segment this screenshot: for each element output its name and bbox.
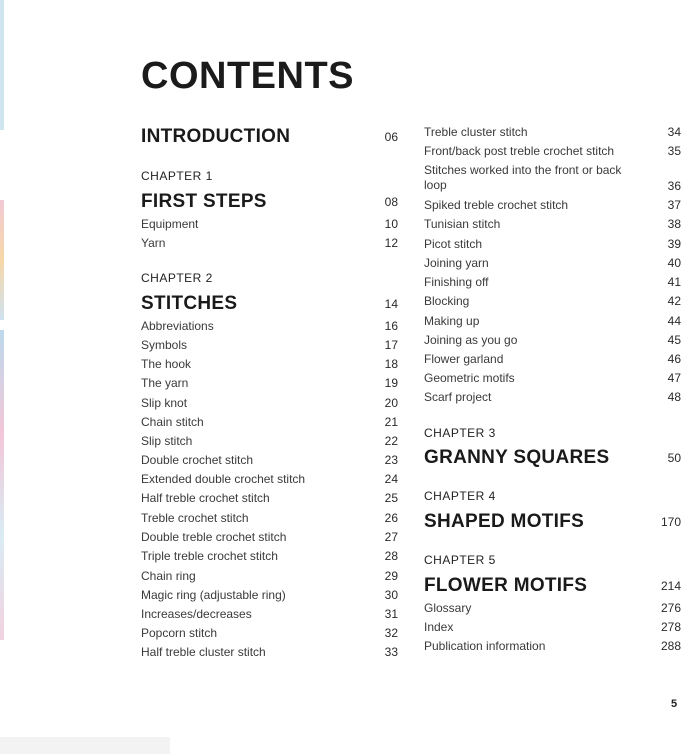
- toc-entry[interactable]: [424, 291, 681, 310]
- toc-entry-label: Equipment: [141, 216, 199, 231]
- toc-entry-page: 32: [384, 625, 398, 640]
- toc-entry-label: Index: [424, 619, 454, 634]
- toc-entry-label: Slip knot: [141, 395, 188, 410]
- toc-entry-page: 278: [660, 619, 681, 634]
- toc-entry-label: Popcorn stitch: [141, 625, 218, 640]
- toc-entry-label: Joining as you go: [424, 332, 518, 347]
- toc-entry-page: 40: [667, 255, 681, 270]
- chapter-1-title: FIRST STEPS: [141, 191, 267, 212]
- chapter-3-label: CHAPTER 3: [424, 426, 496, 440]
- toc-entry-page: 20: [384, 395, 398, 410]
- toc-entry-label: Making up: [424, 313, 480, 328]
- toc-entry[interactable]: [424, 195, 681, 214]
- toc-entry-page: 18: [384, 356, 398, 371]
- toc-entry-page: 34: [667, 124, 681, 139]
- toc-entry-page: 26: [384, 510, 398, 525]
- chapter-5-label: CHAPTER 5: [424, 553, 496, 567]
- chapter-4-page: 170: [660, 515, 681, 529]
- toc-entry[interactable]: [141, 373, 398, 392]
- toc-entry[interactable]: [141, 642, 398, 661]
- toc-entry-label: Scarf project: [424, 389, 492, 404]
- toc-entry-label: Extended double crochet stitch: [141, 471, 306, 486]
- toc-entry[interactable]: [424, 617, 681, 636]
- toc-entry-label: Treble crochet stitch: [141, 510, 249, 525]
- chapter-3-page: 50: [667, 451, 681, 465]
- toc-entry-page: 31: [384, 606, 398, 621]
- chapter-4-title: SHAPED MOTIFS: [424, 511, 585, 532]
- toc-entry-page: 39: [667, 236, 681, 251]
- toc-entry-page: 25: [384, 490, 398, 505]
- toc-entry[interactable]: [424, 330, 681, 349]
- page-title: CONTENTS: [141, 55, 354, 97]
- toc-entry[interactable]: [141, 354, 398, 373]
- toc-chapter-4-title[interactable]: [424, 509, 681, 535]
- toc-entry-label: Half treble cluster stitch: [141, 644, 266, 659]
- toc-entry-label: Increases/decreases: [141, 606, 252, 621]
- toc-entry-page: 41: [667, 274, 681, 289]
- chapter-2-page: 14: [384, 297, 398, 311]
- toc-entry-page: 19: [384, 375, 398, 390]
- toc-entry-page: 30: [384, 587, 398, 602]
- chapter-3-title: GRANNY SQUARES: [424, 447, 610, 468]
- chapter-2-label: CHAPTER 2: [141, 271, 213, 285]
- toc-entry[interactable]: [424, 214, 681, 233]
- toc-entry-label: Picot stitch: [424, 236, 483, 251]
- toc-entry-label: Symbols: [141, 337, 188, 352]
- toc-chapter-3-title[interactable]: [424, 445, 681, 471]
- toc-entry[interactable]: [424, 311, 681, 330]
- toc-entry[interactable]: [141, 488, 398, 507]
- toc-entry-page: 28: [384, 548, 398, 563]
- toc-entry-page: 10: [384, 216, 398, 231]
- toc-entry[interactable]: [141, 431, 398, 450]
- toc-entry-label: Tunisian stitch: [424, 216, 501, 231]
- toc-entry[interactable]: [141, 450, 398, 469]
- toc-entry[interactable]: [141, 233, 398, 252]
- chapter-2-title: STITCHES: [141, 293, 238, 314]
- toc-entry-page: 21: [384, 414, 398, 429]
- neighbor-page-edge: [0, 330, 4, 640]
- toc-entry-label: Double treble crochet stitch: [141, 529, 287, 544]
- toc-entry-page: 33: [384, 644, 398, 659]
- chapter-5-page: 214: [660, 579, 681, 593]
- toc-entry-page: 46: [667, 351, 681, 366]
- toc-entry-page: 42: [667, 293, 681, 308]
- chapter-1-page: 08: [384, 195, 398, 209]
- toc-entry[interactable]: [424, 636, 681, 655]
- toc-entry-page: 45: [667, 332, 681, 347]
- toc-entry-label: Finishing off: [424, 274, 489, 289]
- toc-entry-page: 276: [660, 600, 681, 615]
- page-bottom-strip: [0, 737, 170, 754]
- toc-entry-label: Geometric motifs: [424, 370, 515, 385]
- toc-entry[interactable]: [141, 214, 398, 233]
- toc-introduction-page: 06: [384, 130, 398, 144]
- toc-entry[interactable]: [424, 253, 681, 272]
- toc-entry[interactable]: [141, 623, 398, 642]
- toc-entry-label: The yarn: [141, 375, 189, 390]
- toc-entry[interactable]: [424, 234, 681, 253]
- toc-entry-label: Joining yarn: [424, 255, 489, 270]
- toc-entry-label: Treble cluster stitch: [424, 124, 528, 139]
- toc-entry-label: Magic ring (adjustable ring): [141, 587, 286, 602]
- toc-entry[interactable]: [141, 316, 398, 335]
- toc-entry-label: Chain ring: [141, 568, 196, 583]
- toc-entry[interactable]: [141, 469, 398, 488]
- toc-entry[interactable]: [424, 387, 681, 406]
- toc-entry[interactable]: [424, 349, 681, 368]
- toc-entry-label: Chain stitch: [141, 414, 204, 429]
- toc-entry-page: 27: [384, 529, 398, 544]
- toc-entry-page: 35: [667, 143, 681, 158]
- toc-entry-label: Blocking: [424, 293, 470, 308]
- toc-entry[interactable]: [424, 368, 681, 387]
- toc-entry[interactable]: [424, 272, 681, 291]
- toc-entry-page: 17: [384, 337, 398, 352]
- toc-entry-label: Front/back post treble crochet stitch: [424, 143, 615, 158]
- toc-entry[interactable]: [141, 393, 398, 412]
- toc-entry-page: 37: [667, 197, 681, 212]
- chapter-5-title: FLOWER MOTIFS: [424, 575, 588, 596]
- toc-entry[interactable]: [141, 527, 398, 546]
- toc-entry-label: Double crochet stitch: [141, 452, 254, 467]
- toc-entry-label: The hook: [141, 356, 192, 371]
- toc-entry[interactable]: [141, 508, 398, 527]
- toc-entry-label: Spiked treble crochet stitch: [424, 197, 569, 212]
- toc-entry[interactable]: [141, 546, 398, 565]
- toc-entry[interactable]: [141, 585, 398, 604]
- toc-entry-page: 47: [667, 370, 681, 385]
- toc-entry[interactable]: [141, 604, 398, 623]
- chapter-1-label: CHAPTER 1: [141, 169, 213, 183]
- toc-entry[interactable]: [424, 122, 681, 141]
- page-number: 5: [671, 698, 678, 710]
- toc-entry[interactable]: [141, 335, 398, 354]
- toc-introduction-label: INTRODUCTION: [141, 126, 291, 147]
- toc-entry[interactable]: [141, 412, 398, 431]
- toc-chapter-2-title[interactable]: [141, 291, 398, 317]
- toc-entry-label: Slip stitch: [141, 433, 193, 448]
- toc-entry[interactable]: [141, 566, 398, 585]
- toc-entry-label: Publication information: [424, 638, 546, 653]
- toc-entry-label: Half treble crochet stitch: [141, 490, 270, 505]
- toc-entry-page: 12: [384, 235, 398, 250]
- toc-entry-page: 22: [384, 433, 398, 448]
- toc-entry-label: Triple treble crochet stitch: [141, 548, 278, 563]
- neighbor-page-edge: [0, 0, 4, 130]
- toc-entry[interactable]: [424, 141, 681, 160]
- toc-entry-page: 36: [667, 179, 681, 193]
- toc-entry-page: 23: [384, 452, 398, 467]
- toc-entry-page: 44: [667, 313, 681, 328]
- toc-introduction[interactable]: [141, 124, 398, 150]
- toc-entry[interactable]: [424, 598, 681, 617]
- toc-entry-label: Yarn: [141, 235, 166, 250]
- toc-entry-label: Glossary: [424, 600, 472, 615]
- toc-entry-page: 24: [384, 471, 398, 486]
- toc-entry-label: Flower garland: [424, 351, 504, 366]
- toc-entry-page: 48: [667, 389, 681, 404]
- toc-chapter-5-title[interactable]: [424, 573, 681, 599]
- toc-entry-page: 288: [660, 638, 681, 653]
- neighbor-page-edge: [0, 200, 4, 320]
- toc-entry-page: 38: [667, 216, 681, 231]
- toc-chapter-1-title[interactable]: [141, 189, 398, 215]
- toc-entry-label: Abbreviations: [141, 318, 214, 333]
- toc-entry-page: 29: [384, 568, 398, 583]
- toc-entry-label: Stitches worked into the front or back loop: [424, 163, 622, 192]
- toc-entry-page: 16: [384, 318, 398, 333]
- chapter-4-label: CHAPTER 4: [424, 489, 496, 503]
- toc-entry[interactable]: [424, 163, 681, 193]
